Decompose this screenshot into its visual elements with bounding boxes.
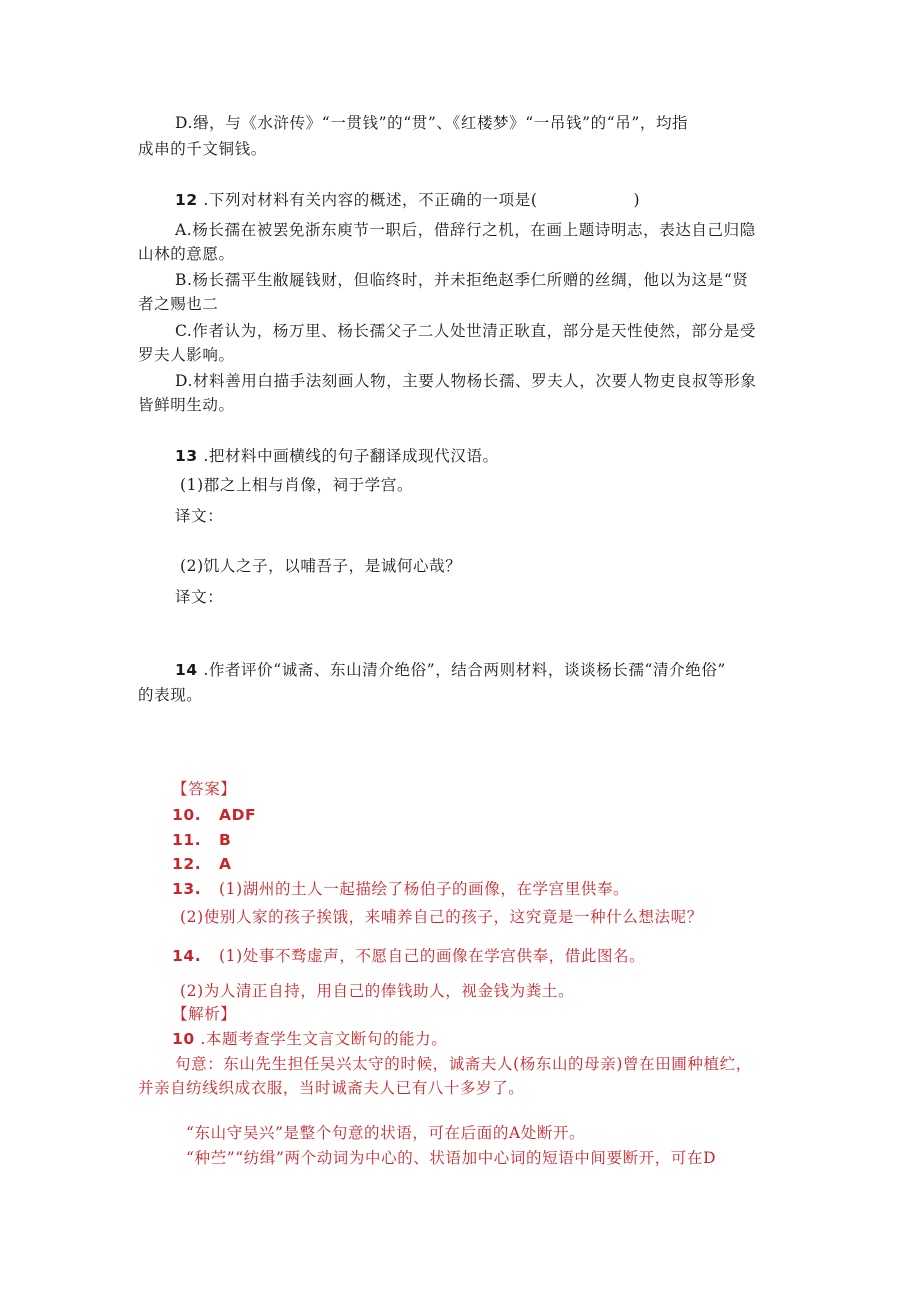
q12-stem	[175, 189, 640, 211]
q13-stem	[175, 445, 499, 467]
analysis-10-number: 10	[172, 1030, 195, 1048]
q11-option-d-line2: 成串的千文铜钱。	[138, 140, 267, 158]
q12-option-c-line1: C.作者认为，杨万里、杨长孺父子二人处世清正耿直，部分是天性使然，部分是受	[175, 322, 756, 340]
q12-option-d-line2: 皆鲜明生动。	[138, 396, 235, 414]
q12-option-b-line2: 者之赐也二	[138, 295, 219, 313]
q14-stem-text: .作者评价“诚斋、东山清介绝俗”，结合两则材料，谈谈杨长孺“清介绝俗”	[203, 661, 726, 679]
q13-number: 13	[175, 447, 198, 465]
answer-12-number: 12.	[172, 855, 202, 873]
q12-option-b-line1: B.杨长孺平生敝屣钱财，但临终时，并未拒绝赵季仁所赠的丝绸，他以为这是“贤	[175, 271, 749, 289]
analysis-header: 【解析】	[172, 1005, 237, 1023]
answer-11-value: B	[219, 831, 232, 849]
q12-option-a-line1: A.杨长孺在被罢免浙东庾节一职后，借辞行之机，在画上题诗明志，表达自己归隐	[175, 221, 756, 239]
q12-option-a-line2: 山林的意愿。	[138, 245, 235, 263]
analysis-10-note-1: “东山守吴兴”是整个句意的状语，可在后面的A处断开。	[186, 1124, 586, 1142]
analysis-10-meaning-line1: 句意：东山先生担任吴兴太守的时候，诚斋夫人(杨东山的母亲)曾在田圃种植纻，	[175, 1055, 752, 1073]
analysis-10-note-2: “种苎”“纺缉”两个动词为中心的、状语加中心词的短语中间要断开，可在D	[186, 1149, 717, 1167]
answer-13-part1: (1)湖州的土人一起描绘了杨伯子的画像，在学宫里供奉。	[219, 880, 630, 898]
q12-number: 12	[175, 191, 198, 209]
analysis-10-meaning-line2: 并亲自纺线织成衣服，当时诚斋夫人已有八十多岁了。	[138, 1079, 525, 1097]
answer-10	[172, 804, 256, 826]
answer-14-number: 14.	[172, 947, 202, 965]
q13-sentence-1: (1)郡之上相与肖像，祠于学宫。	[180, 476, 414, 494]
answer-11	[172, 829, 231, 851]
q13-sentence-2: (2)饥人之子，以哺吾子，是诚何心哉？	[180, 557, 462, 575]
q13-stem-text: .把材料中画横线的句子翻译成现代汉语。	[203, 447, 499, 465]
q13-translation-label-2: 译文：	[175, 588, 224, 606]
answer-13-1	[172, 878, 629, 900]
q14-number: 14	[175, 661, 198, 679]
analysis-10-text: .本题考查学生文言文断句的能力。	[200, 1030, 448, 1048]
q12-option-d-line1: D.材料善用白描手法刻画人物，主要人物杨长孺、罗夫人，次要人物吏良叔等形象	[175, 372, 757, 390]
q11-option-d-line1: D.缗，与《水浒传》“一贯钱”的“贯”、《红楼梦》“一吊钱”的“吊”，均指	[175, 114, 689, 132]
answer-12	[172, 853, 232, 875]
analysis-10	[172, 1028, 447, 1050]
answer-header: 【答案】	[172, 780, 237, 798]
q13-translation-label-1: 译文：	[175, 507, 224, 525]
q12-stem-text: .下列对材料有关内容的概述，不正确的一项是(	[203, 191, 538, 209]
q14-stem-line2: 的表现。	[138, 686, 203, 704]
answer-14-part1: (1)处事不骛虚声，不愿自己的画像在学宫供奉，借此图名。	[219, 947, 646, 965]
q14-stem-line1	[175, 659, 726, 681]
q12-option-c-line2: 罗夫人影响。	[138, 346, 235, 364]
answer-13-number: 13.	[172, 880, 202, 898]
answer-12-value: A	[219, 855, 232, 873]
answer-10-value: ADF	[219, 806, 257, 824]
answer-11-number: 11.	[172, 831, 202, 849]
answer-14-1	[172, 945, 645, 967]
answer-10-number: 10.	[172, 806, 202, 824]
q12-stem-close: )	[633, 191, 641, 209]
answer-13-part2: (2)使别人家的孩子挨饿，来哺养自己的孩子，这究竟是一种什么想法呢？	[180, 908, 703, 926]
answer-14-part2: (2)为人清正自持，用自己的俸钱助人，视金钱为粪土。	[180, 982, 575, 1000]
